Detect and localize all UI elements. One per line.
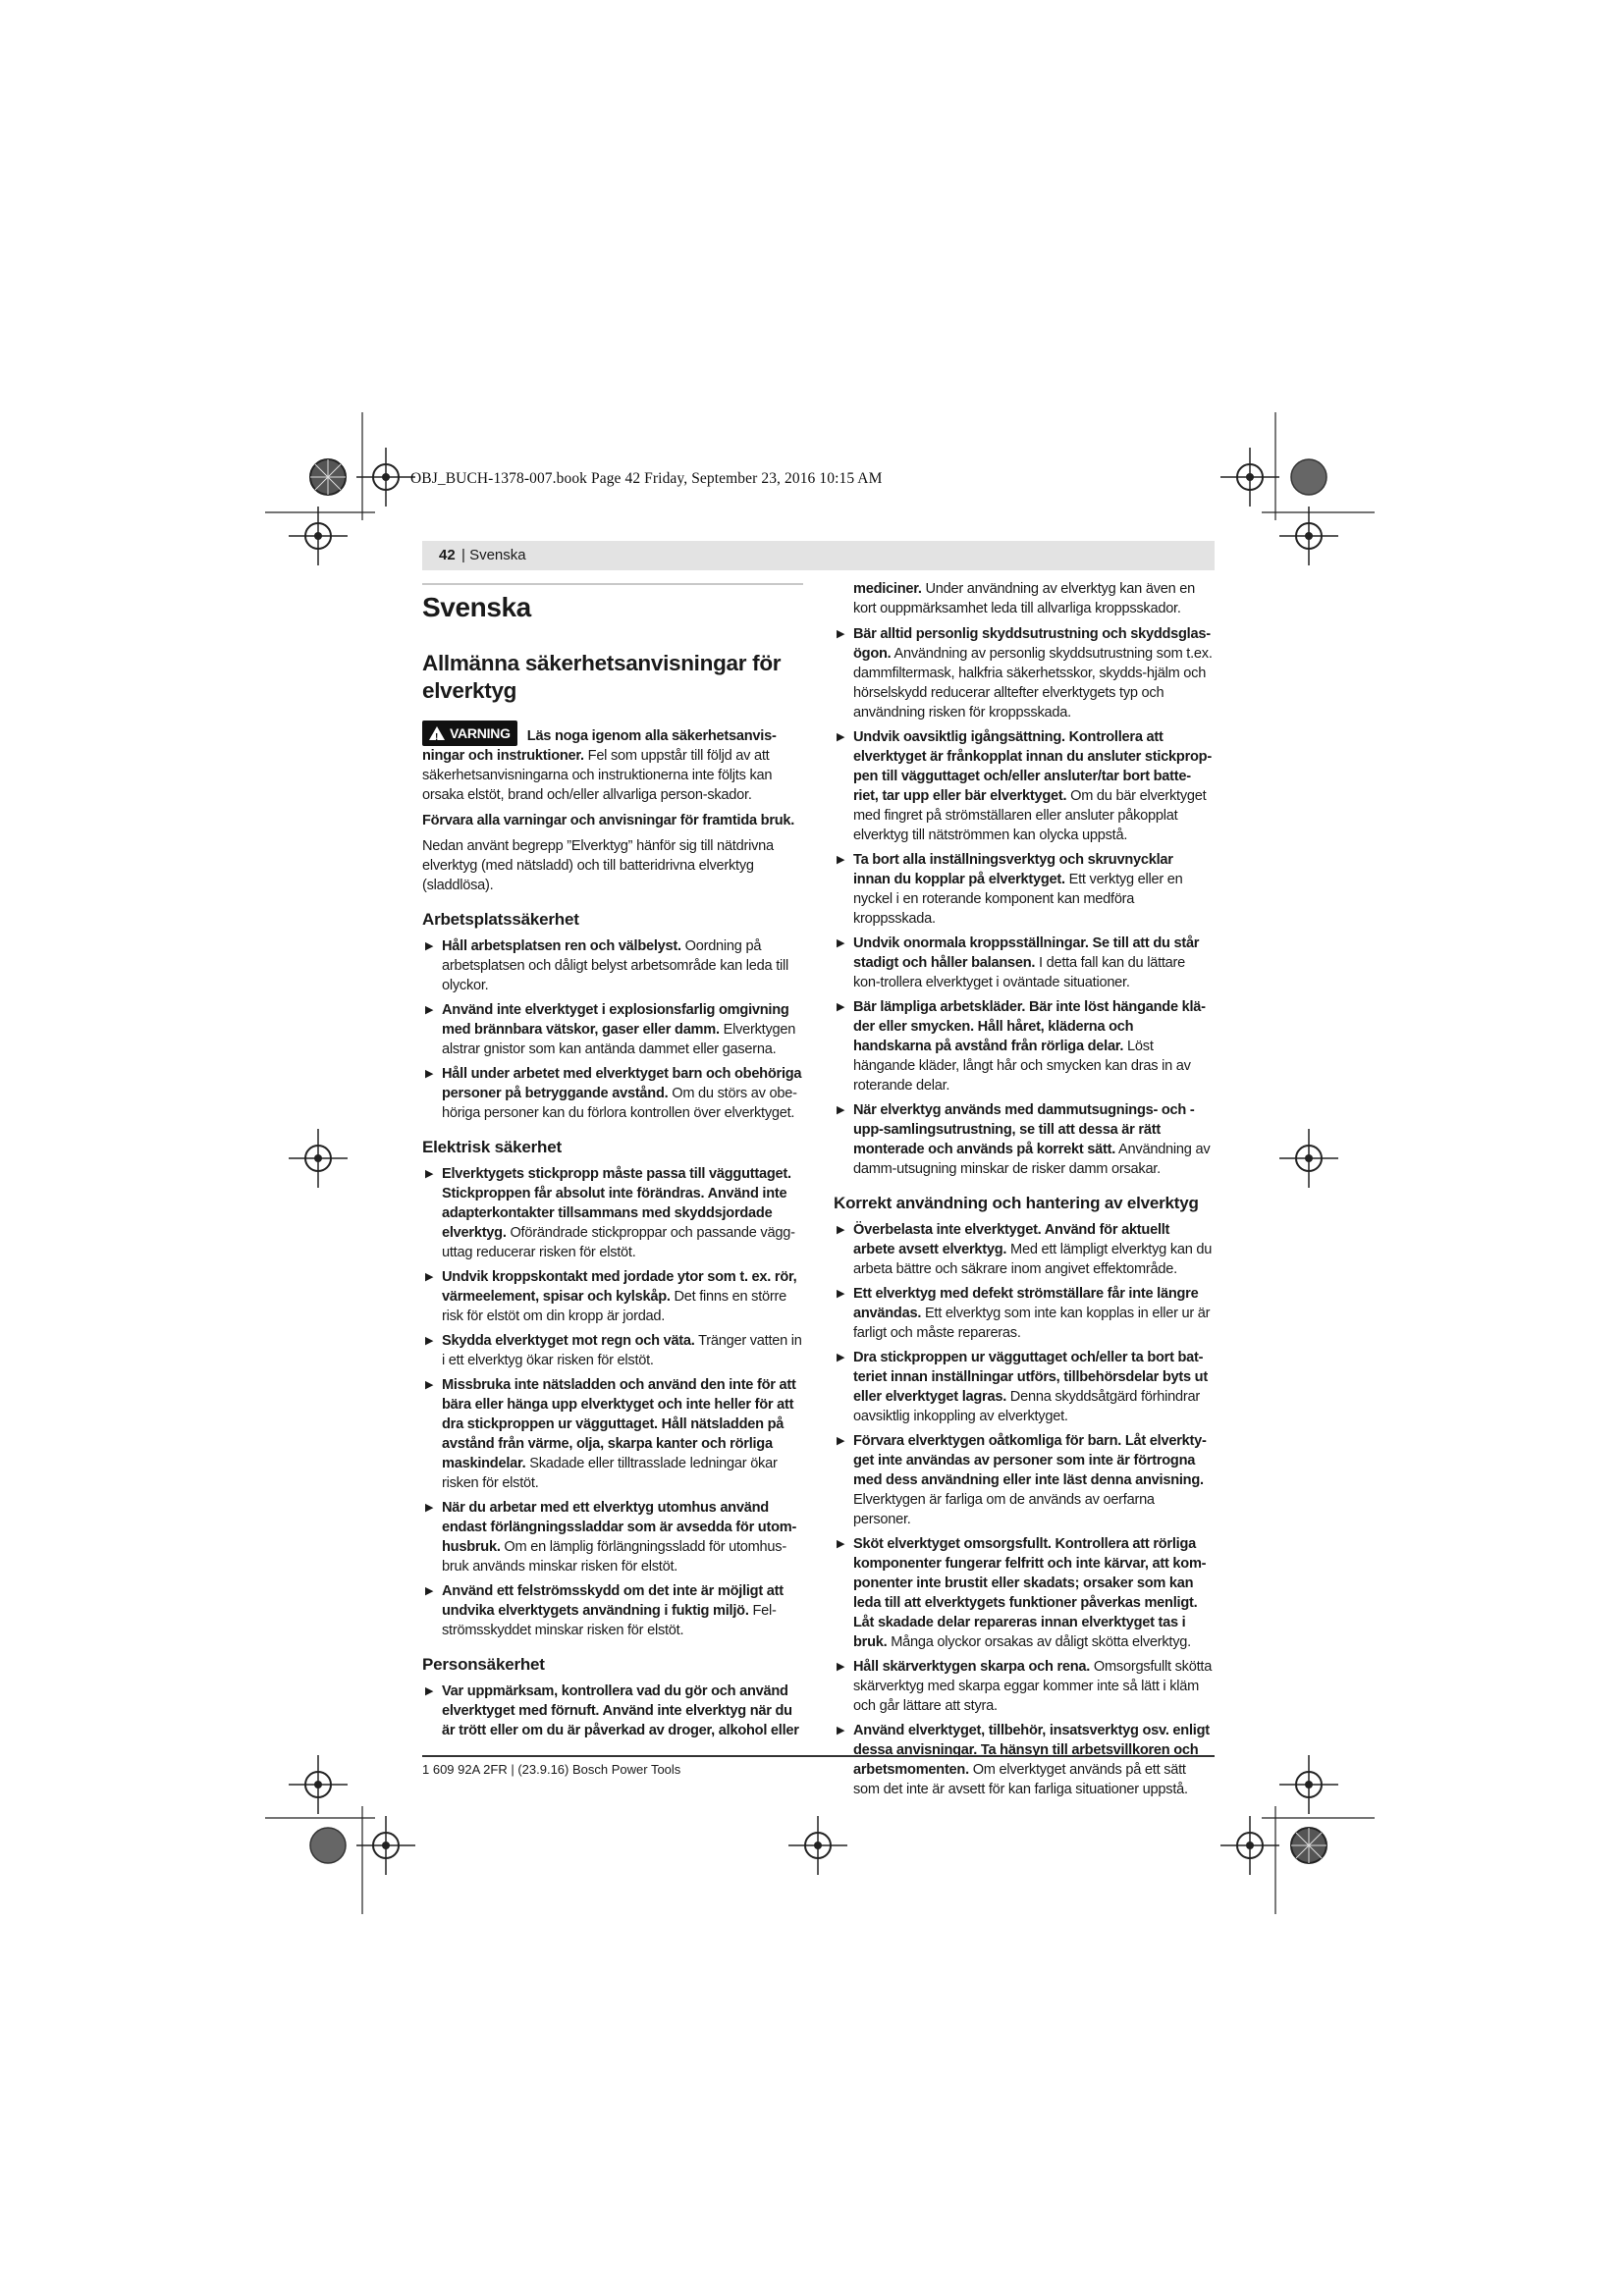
- page-section: | Svenska: [461, 547, 526, 563]
- electrical-list: [422, 1164, 803, 1640]
- personal-list-cont: [834, 624, 1214, 1179]
- list-item: ▶ När du arbetar med ett elverktyg utomhus använd endast förlängningssladdar som är avsedda för utom-husbruk. Om en lämplig förlängningssladd för utomhus-bruk används minskar risken för elstöt.: [425, 1500, 797, 1575]
- footer-rule: [422, 1755, 1215, 1757]
- usage-list: [834, 1220, 1214, 1799]
- list-item: ▶ Sköt elverktyget omsorgsfullt. Kontrollera att rörliga komponenter fungerar felfritt och inte kärvar, att kom-ponenter inte brustit eller skadats; orsaker som kan leda till att elverktygets funktioner påverkas menligt. Låt skadade delar repareras innan elverktyget tas i bruk. Många olyckor orsakas av dåligt skötta elverktyg.: [837, 1536, 1207, 1650]
- page-number: 42: [439, 547, 456, 563]
- list-item: ▶ Överbelasta inte elverktyget. Använd för aktuellt arbete avsett elverktyg. Med ett lämpligt elverktyg kan du arbeta bättre och säkrare inom angivet effektområde.: [837, 1222, 1213, 1277]
- warning-badge: ! VARNING: [422, 721, 517, 746]
- list-item: ▶ Använd inte elverktyget i explosionsfarlig omgivning med brännbara vätskor, gaser eller damm. Elverktygen alstrar gnistor som kan antända dammet eller gaserna.: [425, 1002, 796, 1057]
- main-title: Allmänna säkerhetsanvisningar för elverktyg: [422, 651, 782, 703]
- list-item: ▶ Ett elverktyg med defekt strömställare får inte längre användas. Ett elverktyg som inte kan kopplas in eller ur är farligt och måste repareras.: [837, 1286, 1211, 1341]
- work-area-list: [422, 936, 803, 1123]
- right-column: [834, 579, 1214, 1804]
- list-item: ▶ Undvik oavsiktlig igångsättning. Kontrollera att elverktyget är frånkopplat innan du ansluter stickprop-pen till vägguttaget och/eller ansluter/tar bort batte-riet, tar upp eller bär elverktyget. Om du bär elverktyget med fingret på strömställaren eller ansluter påkopplat elverktyg till nätströmmen kan olycka uppstå.: [837, 729, 1212, 843]
- list-item: ▶ Använd ett felströmsskydd om det inte är möjligt att undvika elverktygets användning i fuktig miljö. Fel-strömsskyddet minskar risken för elstöt.: [425, 1583, 784, 1638]
- continued-paragraph: mediciner. Under användning av elverktyg kan även en kort ouppmärksamhet leda till allvarliga kroppsskador.: [853, 581, 1196, 616]
- list-item: ▶ Skydda elverktyget mot regn och väta. Tränger vatten in i ett elverktyg ökar risken för elstöt.: [425, 1333, 802, 1368]
- list-item: ▶ Håll under arbetet med elverktyget barn och obehöriga personer på betryggande avstånd. Om du störs av obe-höriga personer kan du förlora kontrollen över elverktyget.: [425, 1066, 802, 1121]
- warning-triangle-icon: !: [429, 726, 445, 740]
- left-column: [422, 579, 803, 1745]
- section-title-work-area: Arbetsplatssäkerhet: [422, 910, 579, 929]
- personal-list-start: [422, 1682, 803, 1740]
- language-title: Svenska: [422, 583, 803, 630]
- list-item: ▶ Förvara elverktygen oåtkomliga för barn. Låt elverkty-get inte användas av personer som inte är förtrogna med dess användning eller inte läst denna anvisning. Elverktygen är farliga om de används av oerfarna personer.: [837, 1433, 1207, 1527]
- section-title-usage: Korrekt användning och hantering av elverktyg: [834, 1194, 1199, 1212]
- list-item: ▶ Elverktygets stickpropp måste passa till vägguttaget. Stickproppen får absolut inte förändras. Använd inte adapterkontakter tillsammans med skyddsjordade elverktyg. Oförändrade stickproppar och passande vägg-uttag reducerar risken för elstöt.: [425, 1166, 795, 1260]
- list-item: ▶ Håll skärverktygen skarpa och rena. Omsorgsfullt skötta skärverktyg med skarpa eggar kommer inte så lätt i kläm och går lättare att styra.: [837, 1659, 1213, 1714]
- list-item: ▶ Undvik onormala kroppsställningar. Se till att du står stadigt och håller balansen. I detta fall kan du lättare kon-trollera elverktyget i oväntade situationer.: [837, 935, 1200, 990]
- section-title-personal: Personsäkerhet: [422, 1655, 545, 1674]
- list-item: ▶ Håll arbetsplatsen ren och välbelyst. Oordning på arbetsplatsen och dåligt belyst arbetsområde kan leda till olyckor.: [425, 938, 788, 993]
- warning-paragraph: ! VARNING Läs noga igenom alla säkerhetsanvis-ningar och instruktioner. Fel som uppstår till följd av att säkerhetsanvisningarna och instruktionerna inte följts kan orsaka elstöt, brand och/eller allvarliga person-skador.: [422, 719, 803, 805]
- list-item: ▶ När elverktyg används med dammutsugnings- och -upp-samlingsutrustning, se till att dessa är rätt monterade och används på korrekt sätt. Användning av damm-utsugning minskar de risker damm orsakar.: [837, 1102, 1211, 1177]
- list-item: ▶ Bär lämpliga arbetskläder. Bär inte löst hängande klä-der eller smycken. Håll håret, kläderna och handskarna på avstånd från rörliga delar. Löst hängande kläder, långt hår och smycken kan dras in av roterande delar.: [837, 999, 1206, 1094]
- book-file-line: OBJ_BUCH-1378-007.book Page 42 Friday, September 23, 2016 10:15 AM: [410, 470, 883, 487]
- list-item: ▶ Missbruka inte nätsladden och använd den inte för att bära eller hänga upp elverktyget och inte heller för att dra stickproppen ur vägguttaget. Håll nätsladden på avstånd från värme, olja, skarpa kanter och rörliga maskindelar. Skadade eller tilltrasslade ledningar ökar risken för elstöt.: [425, 1377, 796, 1491]
- page-footer: 1 609 92A 2FR | (23.9.16) Bosch Power Tools: [422, 1762, 681, 1777]
- section-title-electrical: Elektrisk säkerhet: [422, 1138, 562, 1156]
- list-item: ▶ Dra stickproppen ur vägguttaget och/eller ta bort bat-teriet innan inställningar utförs, tillbehörsdelar byts ut eller elverktyget lagras. Denna skyddsåtgärd förhindrar oavsiktlig inkoppling av elverktyget.: [837, 1350, 1208, 1424]
- list-item: ▶ Bär alltid personlig skyddsutrustning och skyddsglas-ögon. Användning av personlig skyddsutrustning som t.ex. dammfiltermask, halkfria säkerhetsskor, skydds-hjälm och hörselskydd reducerar alltefter elverktygets typ och användning risken för kroppsskada.: [837, 626, 1213, 721]
- term-definition: Nedan använt begrepp ”Elverktyg” hänför sig till nätdrivna elverktyg (med nätsladd) och till batteridrivna elverktyg (sladdlösa).: [422, 838, 774, 893]
- page-header-bar: [422, 541, 1215, 570]
- list-item: ▶ Ta bort alla inställningsverktyg och skruvnycklar innan du kopplar på elverktyget. Ett verktyg eller en nyckel i en roterande komponent kan medföra kroppsskada.: [837, 852, 1183, 927]
- list-item: ▶ Var uppmärksam, kontrollera vad du gör och använd elverktyget med förnuft. Använd inte elverktyg när du är trött eller om du är påverkad av droger, alkohol eller: [425, 1683, 799, 1738]
- list-item: ▶ Undvik kroppskontakt med jordade ytor som t. ex. rör, värmeelement, spisar och kylskåp. Det finns en större risk för elstöt om din kropp är jordad.: [425, 1269, 797, 1324]
- keep-instructions-note: Förvara alla varningar och anvisningar för framtida bruk.: [422, 813, 795, 828]
- list-item: ▶ Använd elverktyget, tillbehör, insatsverktyg osv. enligt dessa anvisningar. Ta hänsyn till arbetsvillkoren och arbetsmomenten. Om elverktyget används på ett sätt som det inte är avsett för kan farliga situationer uppstå.: [837, 1723, 1210, 1797]
